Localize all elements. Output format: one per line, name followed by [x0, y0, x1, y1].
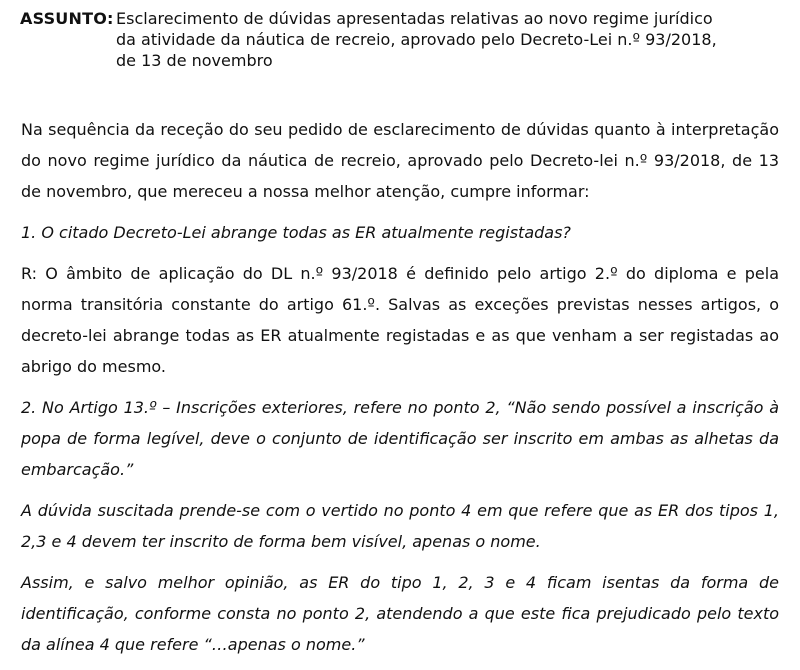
intro-paragraph: Na sequência da receção do seu pedido de esclarecimento de dúvidas quanto à interpretação do novo regime jurídico da náutica de recreio, aprovado pelo Decreto-lei n.º 93/2018, de 13 de novembro, que mereceu a nossa melhor atenção, cumpre informar:: [21, 120, 779, 201]
document-body: [21, 114, 779, 670]
subject-text: Esclarecimento de dúvidas apresentadas relativas ao novo regime jurídico da atividade da náutica de recreio, aprovado pelo Decreto-Lei n.º 93/2018, de 13 de novembro: [116, 9, 717, 70]
question-2: 2. No Artigo 13.º – Inscrições exteriores, refere no ponto 2, “Não sendo possível a inscrição à popa de forma legível, deve o conjunto de identificação ser inscrito em ambas as alhetas da embarcação.”: [21, 398, 779, 479]
subject-label: ASSUNTO:: [20, 9, 114, 28]
answer-1: R: O âmbito de aplicação do DL n.º 93/2018 é definido pelo artigo 2.º do diploma e pela norma transitória constante do artigo 61.º. Salvas as exceções previstas nesses artigos, o decreto-lei abrange todas as ER atualmente registadas e as que venham a ser registadas ao abrigo do mesmo.: [21, 264, 779, 376]
question-2-doubt: A dúvida suscitada prende-se com o vertido no ponto 4 em que refere que as ER dos tipos 1, 2,3 e 4 devem ter inscrito de forma bem visível, apenas o nome.: [21, 501, 779, 551]
question-1: 1. O citado Decreto-Lei abrange todas as ER atualmente registadas?: [21, 223, 571, 242]
question-2-opinion: Assim, e salvo melhor opinião, as ER do tipo 1, 2, 3 e 4 ficam isentas da forma de identificação, conforme consta no ponto 2, atendendo a que este fica prejudicado pelo texto da alínea 4 que refere “…apenas o nome.”: [21, 573, 779, 654]
